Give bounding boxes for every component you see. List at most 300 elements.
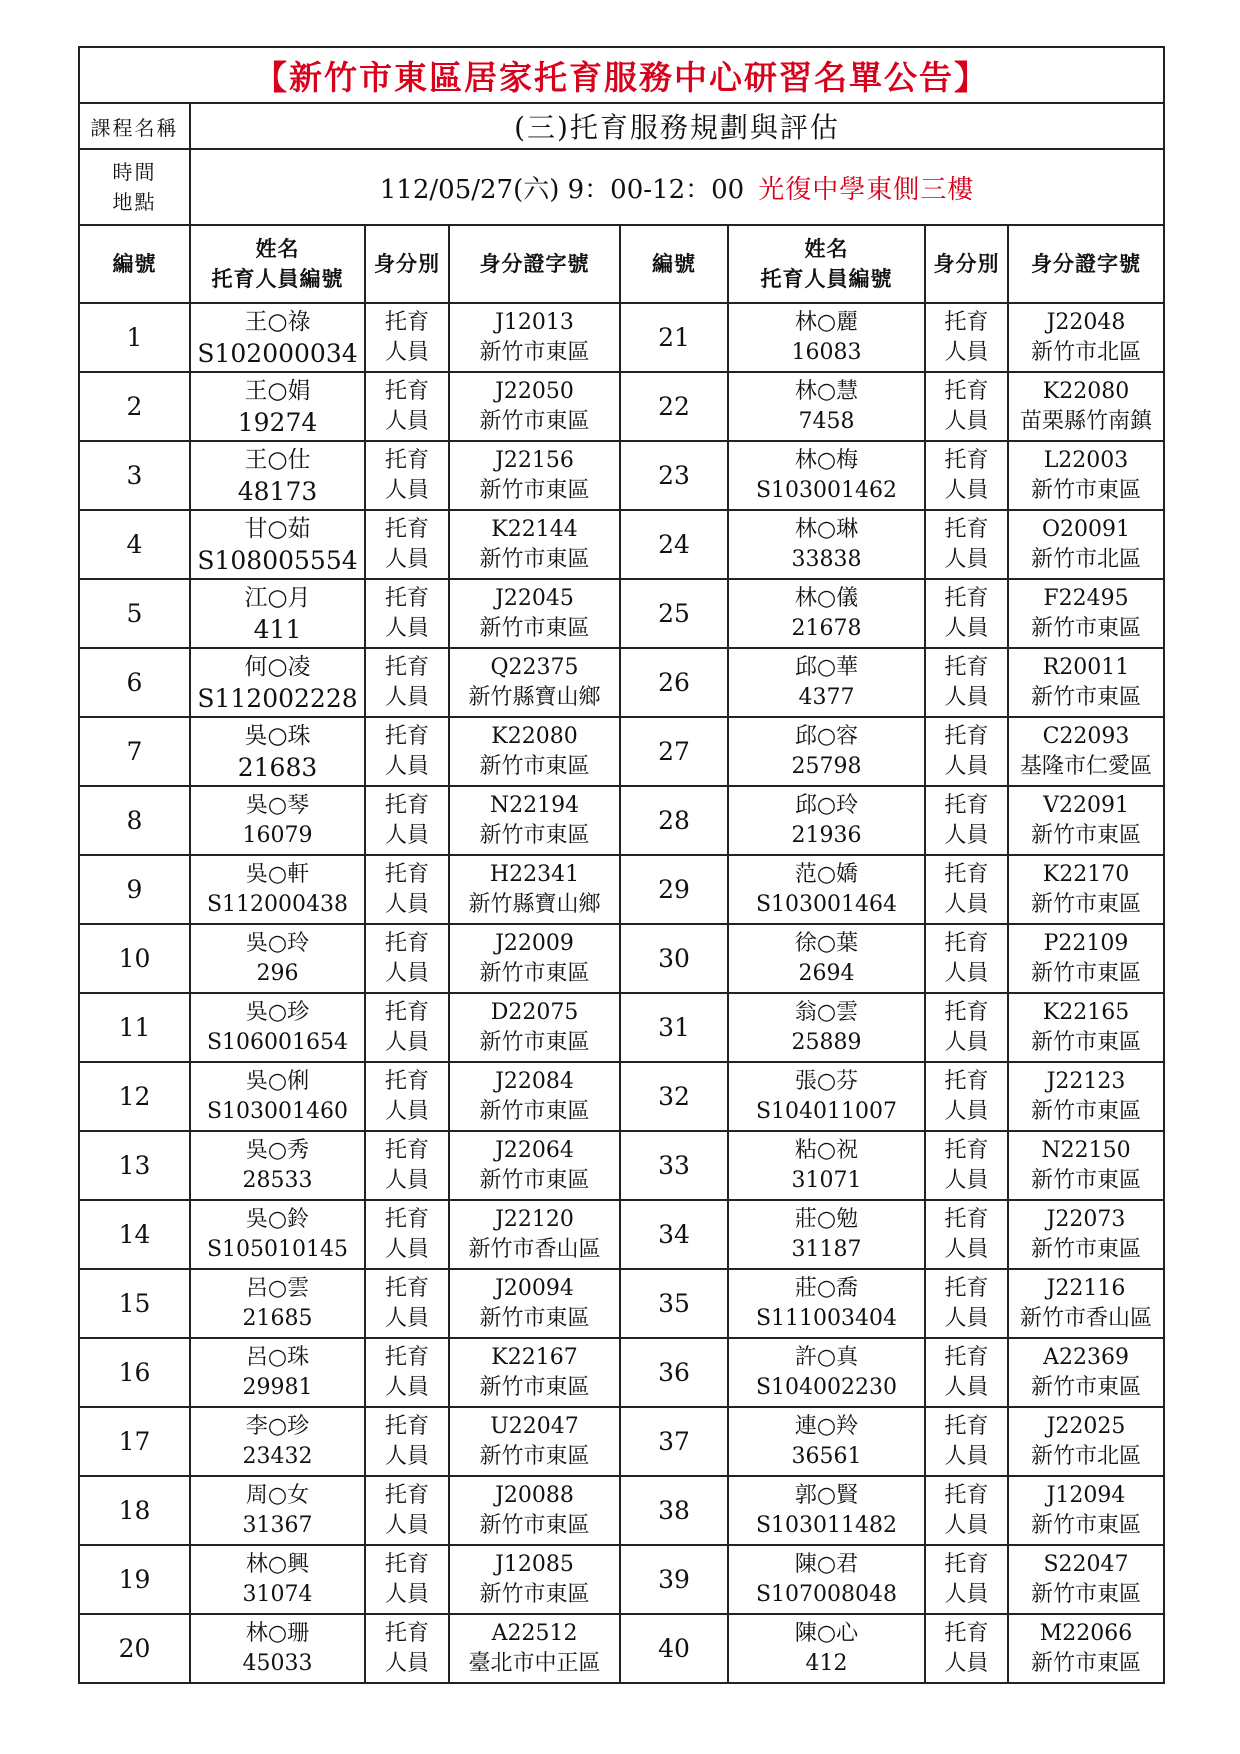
id-number: K22167 <box>491 1344 578 1370</box>
caregiver-code: S104002230 <box>755 1374 898 1400</box>
entry-name-code <box>728 1062 925 1131</box>
identity-line2: 人員 <box>384 1512 429 1538</box>
entry-identity <box>365 924 449 993</box>
location-label: 地點 <box>112 190 157 214</box>
table-row <box>79 1269 1164 1338</box>
table-row <box>79 1476 1164 1545</box>
identity-line1: 托育 <box>384 723 429 749</box>
id-area: 新竹市東區 <box>479 1029 590 1055</box>
entry-identity <box>925 1407 1008 1476</box>
entry-name-code <box>190 510 365 579</box>
id-area: 新竹市東區 <box>479 1098 590 1124</box>
identity-line2: 人員 <box>384 822 429 848</box>
caregiver-name: 呂○珠 <box>245 1344 310 1370</box>
entry-name-code <box>190 1131 365 1200</box>
caregiver-name: 何○凌 <box>244 654 311 680</box>
caregiver-code: S107008048 <box>755 1581 898 1607</box>
identity-line1: 托育 <box>384 1275 429 1301</box>
id-area: 新竹市東區 <box>479 1374 590 1400</box>
entry-id-number <box>449 993 620 1062</box>
entry-number: 22 <box>620 372 728 441</box>
identity-line1: 托育 <box>944 861 989 887</box>
identity-line1: 托育 <box>944 1413 989 1439</box>
header-identity: 身分別 <box>365 225 449 303</box>
table-row <box>79 786 1164 855</box>
caregiver-code: 21936 <box>791 822 862 848</box>
entry-name-code <box>190 1062 365 1131</box>
entry-number: 14 <box>79 1200 190 1269</box>
identity-line1: 托育 <box>944 723 989 749</box>
id-area: 新竹市香山區 <box>468 1236 601 1262</box>
entry-id-number <box>1008 1545 1164 1614</box>
entry-number: 37 <box>620 1407 728 1476</box>
entry-id-number <box>449 786 620 855</box>
header-name-line1: 姓名 <box>804 236 849 261</box>
entry-name-code <box>728 372 925 441</box>
id-number: K22170 <box>1042 861 1130 887</box>
id-area: 新竹市東區 <box>1030 1098 1141 1124</box>
entry-identity <box>365 372 449 441</box>
id-number: F22495 <box>1043 585 1129 611</box>
id-area: 新竹市東區 <box>1030 891 1141 917</box>
identity-line1: 托育 <box>944 1206 989 1232</box>
caregiver-code: 28533 <box>242 1167 313 1193</box>
entry-name-code <box>728 441 925 510</box>
caregiver-code: S103001462 <box>755 477 898 503</box>
id-number: R20011 <box>1042 654 1130 680</box>
header-id-number: 身分證字號 <box>1008 225 1164 303</box>
header-name <box>728 225 925 303</box>
id-number: V22091 <box>1043 792 1129 818</box>
identity-line2: 人員 <box>944 891 989 917</box>
entry-id-number <box>1008 786 1164 855</box>
id-number: J22116 <box>1046 1275 1126 1301</box>
entry-identity <box>365 1131 449 1200</box>
identity-line1: 托育 <box>384 1344 429 1370</box>
id-area: 新竹市東區 <box>1030 960 1141 986</box>
id-area: 新竹縣寶山鄉 <box>468 891 601 917</box>
caregiver-name: 吳○軒 <box>245 861 310 887</box>
table-row <box>79 648 1164 717</box>
entry-id-number <box>449 1545 620 1614</box>
identity-line1: 托育 <box>384 1068 429 1094</box>
caregiver-code: S112000438 <box>206 891 349 917</box>
entry-number: 29 <box>620 855 728 924</box>
entry-name-code <box>728 1200 925 1269</box>
caregiver-code: 412 <box>805 1650 848 1676</box>
caregiver-code: 33838 <box>791 546 862 572</box>
id-area: 新竹市東區 <box>479 1443 590 1469</box>
entry-number: 33 <box>620 1131 728 1200</box>
entry-identity <box>925 648 1008 717</box>
id-number: J22025 <box>1046 1413 1126 1439</box>
caregiver-code: S102000034 <box>197 339 358 368</box>
entry-identity <box>365 441 449 510</box>
entry-id-number <box>449 717 620 786</box>
id-area: 新竹市東區 <box>1030 1650 1141 1676</box>
id-area: 新竹市東區 <box>479 1512 590 1538</box>
caregiver-name: 甘○茹 <box>244 516 311 542</box>
header-name <box>190 225 365 303</box>
identity-line1: 托育 <box>944 1068 989 1094</box>
caregiver-name: 吳○鈴 <box>245 1206 310 1232</box>
identity-line1: 托育 <box>384 1620 429 1646</box>
entry-name-code <box>728 1338 925 1407</box>
id-number: A22512 <box>491 1620 578 1646</box>
entry-identity <box>925 1476 1008 1545</box>
entry-identity <box>365 1062 449 1131</box>
id-number: J22073 <box>1046 1206 1126 1232</box>
entry-id-number <box>449 303 620 372</box>
caregiver-code: S105010145 <box>206 1236 349 1262</box>
identity-line1: 托育 <box>384 1137 429 1163</box>
header-number: 編號 <box>620 225 728 303</box>
caregiver-name: 范○嬌 <box>794 861 859 887</box>
table-row <box>79 372 1164 441</box>
entry-name-code <box>728 786 925 855</box>
entry-identity <box>365 993 449 1062</box>
entry-number: 24 <box>620 510 728 579</box>
entry-name-code <box>190 303 365 372</box>
identity-line2: 人員 <box>944 1443 989 1469</box>
caregiver-name: 林○琳 <box>794 516 859 542</box>
entry-number: 28 <box>620 786 728 855</box>
identity-line2: 人員 <box>944 1305 989 1331</box>
id-number: J22084 <box>495 1068 574 1094</box>
table-row <box>79 924 1164 993</box>
table-row <box>79 441 1164 510</box>
entry-number: 12 <box>79 1062 190 1131</box>
entry-identity <box>365 510 449 579</box>
entry-id-number <box>1008 717 1164 786</box>
id-area: 新竹市東區 <box>479 615 590 641</box>
table-row <box>79 1614 1164 1683</box>
id-area: 新竹市東區 <box>1030 684 1141 710</box>
header-name-line2: 托育人員編號 <box>211 266 344 291</box>
entry-identity <box>365 1338 449 1407</box>
caregiver-name: 吳○琴 <box>245 792 310 818</box>
entry-identity <box>925 993 1008 1062</box>
identity-line2: 人員 <box>384 891 429 917</box>
entry-id-number <box>449 510 620 579</box>
identity-line2: 人員 <box>944 339 989 365</box>
caregiver-code: 4377 <box>798 684 855 710</box>
entry-number: 40 <box>620 1614 728 1683</box>
identity-line2: 人員 <box>384 1443 429 1469</box>
id-number: J20094 <box>495 1275 574 1301</box>
entry-number: 13 <box>79 1131 190 1200</box>
caregiver-name: 王○仕 <box>244 447 311 473</box>
caregiver-code: 45033 <box>242 1650 313 1676</box>
entry-identity <box>365 1614 449 1683</box>
caregiver-name: 周○女 <box>245 1482 310 1508</box>
entry-number: 19 <box>79 1545 190 1614</box>
entry-identity <box>365 855 449 924</box>
entry-name-code <box>190 717 365 786</box>
caregiver-code: 31367 <box>242 1512 313 1538</box>
entry-identity <box>925 786 1008 855</box>
caregiver-name: 邱○華 <box>794 654 859 680</box>
id-number: J22045 <box>495 585 574 611</box>
table-row <box>79 303 1164 372</box>
id-number: N22150 <box>1041 1137 1131 1163</box>
header-name-line2: 托育人員編號 <box>760 266 893 291</box>
entry-id-number <box>449 855 620 924</box>
entry-id-number <box>449 372 620 441</box>
caregiver-name: 郭○賢 <box>794 1482 859 1508</box>
entry-identity <box>925 510 1008 579</box>
id-number: J22050 <box>495 378 574 404</box>
entry-number: 25 <box>620 579 728 648</box>
caregiver-name: 王○祿 <box>244 309 311 335</box>
entry-name-code <box>728 1131 925 1200</box>
entry-id-number <box>1008 510 1164 579</box>
entry-identity <box>365 648 449 717</box>
entry-name-code <box>190 1476 365 1545</box>
entry-id-number <box>449 1062 620 1131</box>
id-area: 新竹市東區 <box>479 408 590 434</box>
entry-number: 34 <box>620 1200 728 1269</box>
identity-line1: 托育 <box>944 447 989 473</box>
identity-line1: 托育 <box>384 930 429 956</box>
identity-line2: 人員 <box>384 1029 429 1055</box>
identity-line1: 托育 <box>384 1413 429 1439</box>
entry-name-code <box>190 1614 365 1683</box>
caregiver-name: 陳○君 <box>794 1551 859 1577</box>
session-time: 112/05/27(六) 9：00-12：00 <box>379 174 745 205</box>
id-number: P22109 <box>1043 930 1129 956</box>
caregiver-name: 陳○心 <box>794 1620 859 1646</box>
entry-id-number <box>1008 303 1164 372</box>
entry-name-code <box>728 579 925 648</box>
entry-name-code <box>728 303 925 372</box>
entry-id-number <box>1008 579 1164 648</box>
id-number: M22066 <box>1039 1620 1133 1646</box>
id-area: 新竹市東區 <box>479 1167 590 1193</box>
entry-id-number <box>449 1476 620 1545</box>
entry-id-number <box>1008 1338 1164 1407</box>
caregiver-code: 29981 <box>242 1374 313 1400</box>
entry-number: 21 <box>620 303 728 372</box>
caregiver-name: 翁○雲 <box>794 999 859 1025</box>
caregiver-name: 林○麗 <box>794 309 859 335</box>
caregiver-code: 31074 <box>242 1581 313 1607</box>
caregiver-code: 21678 <box>791 615 862 641</box>
entry-number: 23 <box>620 441 728 510</box>
entry-id-number <box>1008 1131 1164 1200</box>
caregiver-code: 16083 <box>791 339 862 365</box>
identity-line1: 托育 <box>944 1344 989 1370</box>
identity-line1: 托育 <box>944 1275 989 1301</box>
id-area: 新竹縣寶山鄉 <box>468 684 601 710</box>
entry-id-number <box>1008 648 1164 717</box>
entry-number: 2 <box>79 372 190 441</box>
identity-line2: 人員 <box>944 1650 989 1676</box>
table-row <box>79 855 1164 924</box>
identity-line1: 托育 <box>944 516 989 542</box>
entry-number: 20 <box>79 1614 190 1683</box>
table-row <box>79 993 1164 1062</box>
entry-id-number <box>1008 1476 1164 1545</box>
identity-line2: 人員 <box>384 960 429 986</box>
caregiver-code: S103001464 <box>755 891 898 917</box>
caregiver-name: 粘○祝 <box>794 1137 859 1163</box>
entry-id-number <box>1008 924 1164 993</box>
entry-number: 8 <box>79 786 190 855</box>
caregiver-name: 連○羚 <box>794 1413 859 1439</box>
header-identity: 身分別 <box>925 225 1008 303</box>
caregiver-name: 林○儀 <box>794 585 859 611</box>
caregiver-name: 邱○容 <box>794 723 859 749</box>
identity-line1: 托育 <box>944 1620 989 1646</box>
caregiver-name: 張○芬 <box>794 1068 859 1094</box>
caregiver-code: 2694 <box>798 960 855 986</box>
entry-name-code <box>728 510 925 579</box>
identity-line2: 人員 <box>944 960 989 986</box>
identity-line2: 人員 <box>384 1374 429 1400</box>
header-name-line1: 姓名 <box>255 236 300 261</box>
identity-line1: 托育 <box>944 309 989 335</box>
entry-identity <box>925 1614 1008 1683</box>
id-area: 基隆市仁愛區 <box>1019 753 1152 779</box>
entry-name-code <box>190 1269 365 1338</box>
identity-line1: 托育 <box>384 516 429 542</box>
entry-identity <box>365 1476 449 1545</box>
identity-line2: 人員 <box>944 1512 989 1538</box>
identity-line2: 人員 <box>944 1167 989 1193</box>
entry-identity <box>365 1545 449 1614</box>
entry-identity <box>365 717 449 786</box>
identity-line2: 人員 <box>944 753 989 779</box>
table-row <box>79 510 1164 579</box>
entry-number: 35 <box>620 1269 728 1338</box>
entry-id-number <box>1008 372 1164 441</box>
entry-name-code <box>728 1614 925 1683</box>
id-area: 新竹市東區 <box>1030 1167 1141 1193</box>
caregiver-name: 林○慧 <box>794 378 859 404</box>
identity-line2: 人員 <box>384 1650 429 1676</box>
course-label: 課程名稱 <box>79 103 190 149</box>
identity-line1: 托育 <box>944 378 989 404</box>
identity-line1: 托育 <box>944 792 989 818</box>
entry-name-code <box>190 924 365 993</box>
table-row <box>79 1062 1164 1131</box>
identity-line2: 人員 <box>944 546 989 572</box>
identity-line1: 托育 <box>384 1551 429 1577</box>
identity-line2: 人員 <box>384 1236 429 1262</box>
table-row <box>79 1200 1164 1269</box>
entry-name-code <box>190 579 365 648</box>
time-label: 時間 <box>112 160 157 184</box>
identity-line1: 托育 <box>944 1551 989 1577</box>
id-area: 新竹市東區 <box>1030 615 1141 641</box>
entry-id-number <box>449 1338 620 1407</box>
caregiver-code: S111003404 <box>755 1305 898 1331</box>
caregiver-name: 呂○雲 <box>245 1275 310 1301</box>
entry-name-code <box>728 1407 925 1476</box>
entry-name-code <box>728 993 925 1062</box>
identity-line2: 人員 <box>944 615 989 641</box>
identity-line2: 人員 <box>944 684 989 710</box>
caregiver-code: 21683 <box>237 753 318 782</box>
caregiver-code: 25798 <box>791 753 862 779</box>
entry-identity <box>925 1062 1008 1131</box>
identity-line2: 人員 <box>944 1374 989 1400</box>
id-area: 臺北市中正區 <box>468 1650 601 1676</box>
entry-id-number <box>1008 1269 1164 1338</box>
header-number: 編號 <box>79 225 190 303</box>
identity-line1: 托育 <box>944 999 989 1025</box>
id-area: 新竹市香山區 <box>1019 1305 1152 1331</box>
entry-identity <box>365 1269 449 1338</box>
id-area: 新竹市東區 <box>1030 1512 1141 1538</box>
identity-line2: 人員 <box>944 1098 989 1124</box>
caregiver-code: S104011007 <box>755 1098 898 1124</box>
caregiver-code: 25889 <box>791 1029 862 1055</box>
column-header-row <box>79 225 1164 303</box>
caregiver-name: 吳○秀 <box>245 1137 310 1163</box>
caregiver-name: 吳○珍 <box>245 999 310 1025</box>
entry-id-number <box>449 579 620 648</box>
caregiver-name: 許○真 <box>794 1344 859 1370</box>
id-area: 新竹市東區 <box>1030 1029 1141 1055</box>
entry-id-number <box>449 924 620 993</box>
entry-identity <box>365 786 449 855</box>
entry-name-code <box>190 1545 365 1614</box>
entry-name-code <box>190 372 365 441</box>
entry-number: 15 <box>79 1269 190 1338</box>
id-area: 新竹市東區 <box>479 822 590 848</box>
identity-line2: 人員 <box>384 1098 429 1124</box>
caregiver-code: S103011482 <box>755 1512 898 1538</box>
id-number: K22080 <box>1042 378 1130 404</box>
entry-identity <box>925 1269 1008 1338</box>
caregiver-code: S108005554 <box>197 546 358 575</box>
session-location: 光復中學東側三樓 <box>758 174 975 205</box>
caregiver-name: 吳○俐 <box>245 1068 310 1094</box>
entry-identity <box>925 1131 1008 1200</box>
id-number: J22156 <box>495 447 574 473</box>
entry-name-code <box>190 1407 365 1476</box>
entry-id-number <box>449 1407 620 1476</box>
entry-identity <box>365 303 449 372</box>
id-number: C22093 <box>1042 723 1130 749</box>
id-number: J22123 <box>1046 1068 1126 1094</box>
caregiver-name: 江○月 <box>244 585 311 611</box>
entry-name-code <box>728 924 925 993</box>
identity-line2: 人員 <box>384 1581 429 1607</box>
entry-number: 39 <box>620 1545 728 1614</box>
id-area: 新竹市東區 <box>479 1581 590 1607</box>
id-number: L22003 <box>1043 447 1129 473</box>
entry-id-number <box>449 1614 620 1683</box>
id-number: J22064 <box>495 1137 574 1163</box>
entry-name-code <box>190 1200 365 1269</box>
id-number: J12094 <box>1046 1482 1126 1508</box>
caregiver-code: 36561 <box>791 1443 862 1469</box>
id-number: J12013 <box>495 309 574 335</box>
table-row <box>79 717 1164 786</box>
id-number: S22047 <box>1043 1551 1129 1577</box>
identity-line2: 人員 <box>384 477 429 503</box>
identity-line1: 托育 <box>384 309 429 335</box>
entry-identity <box>925 1338 1008 1407</box>
course-name: (三)托育服務規劃與評估 <box>190 103 1164 149</box>
id-number: Q22375 <box>490 654 579 680</box>
entry-name-code <box>728 1545 925 1614</box>
entry-name-code <box>190 648 365 717</box>
id-area: 新竹市東區 <box>479 477 590 503</box>
